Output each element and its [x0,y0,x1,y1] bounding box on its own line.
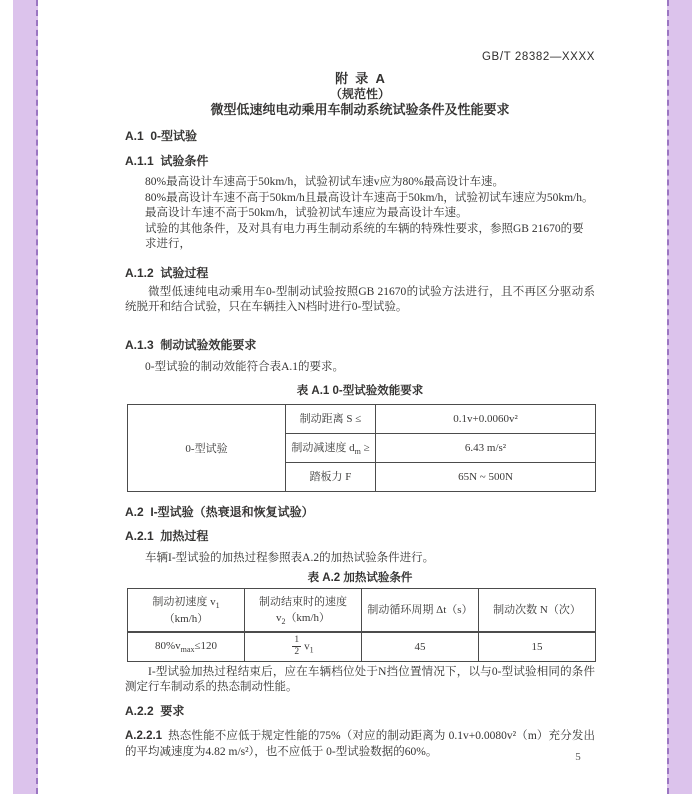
heading-a11: A.1.1 试验条件 [125,154,209,168]
header-subscript: 1 [215,601,220,611]
table-a1-metric [286,462,376,491]
page-content [125,0,595,760]
header-unit: （s） [446,604,473,617]
metric-operator: ≥ [360,441,370,454]
heading-a13: A.1.3 制动试验效能要求 [125,337,257,352]
header-text: 制动初速度 v [152,596,216,609]
cell-subscript: max [180,644,195,654]
appendix-label: 附 录 A [335,71,385,86]
table-a2-header-end-speed [245,588,362,632]
metric-operator: ≤ [355,412,362,425]
a11-condition-line: 最高设计车速不高于50km/h，试验初试车速应为最高设计车速。 [145,207,468,219]
heading-a21: A.2.1 加热过程 [125,528,209,543]
table-a1-value: 6.43 m/s² [376,433,596,462]
metric-text: 制动距离 S [299,412,356,425]
a221-clause-number: A.2.2.1 [125,729,163,742]
a221-text: 热态性能不应低于规定性能的75%（对应的制动距离为 0.1v+0.0080v²（m）充分发出的平均减速度为4.82 m/s²），也不应低于 0-型试验数据的60%。 [125,729,595,758]
heading-a2: A.2 I-型试验（热衰退和恢复试验） [125,504,314,519]
table-a2 [127,588,596,662]
table-header-row [128,588,596,632]
fraction [292,636,301,658]
table-a1-value: 65N ~ 500N [376,462,596,491]
header-unit: （km/h） [163,613,209,626]
fraction-denominator: 2 [294,647,300,658]
cell-subscript: 1 [309,645,314,655]
header-subscript: 2 [281,617,286,627]
fraction-numerator: 1 [294,634,300,645]
cell-symbol: v [304,640,310,653]
normative-label: （规范性） [329,87,390,101]
a11-condition-list [125,175,595,253]
table-a1-title: 表 A.1 0-型试验效能要求 [296,384,424,397]
right-margin-band [667,0,692,794]
a21-paragraph: 车辆I-型试验的加热过程参照表A.2的加热试验条件进行。 [145,551,435,564]
table-a2-header-brake-count [479,588,596,632]
header-text: 制动次数 N [493,604,548,617]
table-a2-cell-end-speed [245,632,362,661]
a11-condition-line: 80%最高设计车速不高于50km/h且最高设计车速高于50km/h，试验初试车速应为50km/h。 [145,191,594,204]
header-symbol-line [248,609,358,626]
cell-text: ≤120 [194,639,217,652]
a11-condition-line: 试验的其他条件，及对具有电力再生制动系统的车辆的特殊性要求，参照GB 21670的要求进行， [145,222,584,250]
table-a2-cell-cycle-period: 45 [362,632,479,661]
heading-a1: A.1 0-型试验 [125,129,198,143]
appendix-title: 微型低速纯电动乘用车制动系统试验条件及性能要求 [210,102,510,117]
a13-paragraph: 0-型试验的制动效能符合表A.1的要求。 [145,360,345,373]
header-text: 制动循环周期 Δt [367,604,447,617]
metric-text: 踏板力 F [309,470,352,483]
table-a1-value: 0.1v+0.0060v² [376,404,596,433]
a2-post-table-paragraph: I-型试验加热过程结束后，应在车辆档位处于N挡位置情况下，以与0-型试验相同的条件测定行车制动系的热态制动性能。 [125,665,595,693]
cell-text: 80%v [155,639,181,652]
header-unit: （km/h） [285,612,331,625]
heading-a12: A.1.2 试验过程 [125,265,209,280]
header-unit: （次） [547,604,581,617]
table-a1 [127,404,596,492]
table-data-row [128,632,596,661]
header-symbol: v [275,612,282,625]
table-a1-metric [286,404,376,433]
a221-paragraph [125,728,595,760]
table-a1-metric [286,433,376,462]
table-a2-cell-initial-speed [128,632,245,661]
metric-subscript: m [354,447,361,457]
table-a2-header-cycle-period [362,588,479,632]
header-text: 制动结束时的速度 [259,596,347,609]
table-row [128,404,596,433]
heading-a22: A.2.2 要求 [125,703,185,718]
metric-text: 制动减速度 d [291,441,355,454]
table-a2-title: 表 A.2 加热试验条件 [307,571,413,584]
page-number: 5 [575,751,581,763]
table-a2-cell-brake-count: 15 [479,632,596,661]
a12-paragraph: 微型低速纯电动乘用车0-型制动试验按照GB 21670的试验方法进行，且不再区分驱动系统脱开和结合试验，只在车辆挂入N档时进行0-型试验。 [125,285,595,313]
a11-condition-line: 80%最高设计车速高于50km/h，试验初试车速v应为80%最高设计车速。 [145,176,505,188]
table-a1-row-label: 0-型试验 [128,404,286,491]
left-margin-band [13,0,38,794]
table-a2-header-initial-speed [128,588,245,632]
standard-number: GB/T 28382—XXXX [482,51,595,63]
